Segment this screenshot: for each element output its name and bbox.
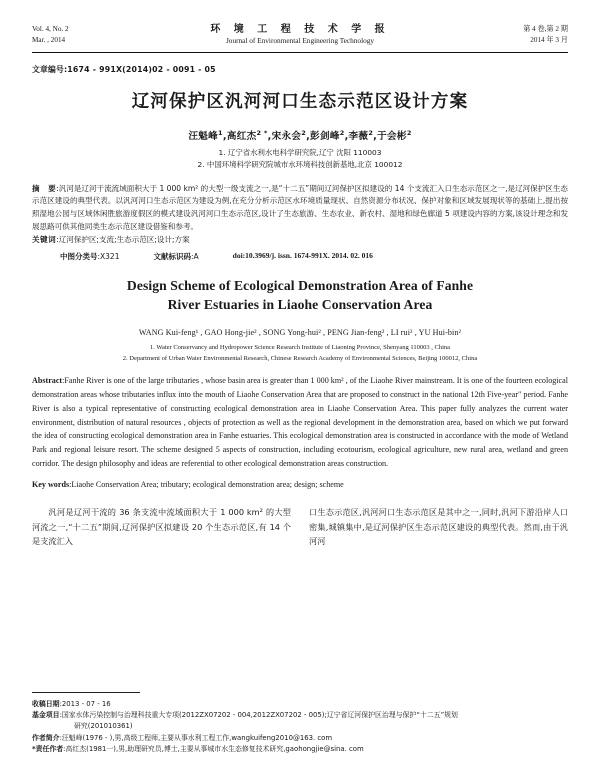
keywords-cn-label: 关键词	[32, 235, 57, 245]
footnote-fund-text: :国家水体污染控制与治理科技重大专项(2012ZX07202 - 004,2012ZX07202 - 005);辽宁省辽河保护区治理与保护“十二五”规划	[59, 711, 458, 720]
page-title-en-line-2: River Estuaries in Liaohe Conservation Area	[167, 296, 433, 312]
journal-title-en: Journal of Environmental Engineering Technology	[225, 36, 375, 45]
author-cn-5: 李薇	[348, 130, 369, 142]
keywords-en-label: Key words	[32, 480, 70, 490]
footnote-corresponding-author	[32, 744, 568, 755]
keywords-en	[32, 478, 568, 492]
author-cn-3-sup: 2	[301, 128, 307, 137]
affiliations-cn	[32, 147, 568, 171]
footnote-received	[32, 699, 568, 710]
author-cn-2-sup: 2 *	[256, 128, 268, 137]
abstract-cn-text: :汎河是辽河干流流域面积大于 1 000 km² 的大型一级支流之一,是“十二五”期间辽河保护区拟建设的 14 个支流汇入口生态示范区之一,是辽河保护区生态示范区建设的典型代表。以汎河河口生态示范区为建设为例,在充分分析示范区水环境质量现状、自然资源分布状况、保护对象和区域发展现状等的基础上,提出按照湿地公园与区域休闲胜旅游度假区的模式建设汎河河口生态示范区,设计了生态旅游、生态农业、新农村、湿地和绿色廊道 5 项建设内容的方案,该设计理念和发展思路可供其他同类生态示范区建设借鉴和参考。	[32, 183, 568, 231]
footnote-author-bio-label: 作者简介	[32, 733, 60, 742]
author-cn-2: 高红杰	[226, 130, 257, 142]
author-cn-6-sup: 2	[406, 128, 412, 137]
keywords-cn-text: :辽河保护区;支流;生态示范区;设计;方案	[56, 235, 190, 245]
affiliations-en	[32, 342, 568, 364]
body-paragraph-right: 口生态示范区,汎河河口生态示范区是其中之一,同时,汎河下游沿岸人口密集,城镇集中,是辽河保护区生态示范区建设的典型代表。然而,由于汎河河	[309, 507, 568, 547]
masthead-divider	[32, 52, 568, 53]
masthead-right	[450, 24, 568, 46]
affiliation-cn-1: 1. 辽宁省水利水电科学研究院,辽宁 沈阳 110003	[218, 147, 382, 157]
abstract-en-label: Abstract	[32, 375, 63, 385]
clc-label: 中图分类号	[60, 252, 98, 262]
classification-row	[32, 251, 568, 262]
body-paragraph-left: 汎河是辽河干流的 36 条支流中流域面积大于 1 000 km² 的大型河流之一,“十二五”期间,辽河保护区拟建设 20 个生态示范区,有 14 个是支流汇入	[32, 507, 291, 547]
date-cn: 2014 年 3 月	[530, 36, 568, 45]
clc-value: :X321	[97, 252, 120, 262]
keywords-cn	[32, 234, 568, 247]
author-cn-1-sup: 1	[218, 128, 223, 137]
author-cn-5-sup: 2	[368, 128, 374, 137]
footnote-divider	[32, 692, 140, 693]
body-column-right	[309, 505, 568, 549]
document-code-label: 文献标识码	[153, 252, 191, 262]
footnote-fund	[32, 710, 568, 721]
author-cn-4-sup: 2	[339, 128, 345, 137]
footnote-fund-label: 基金项目	[32, 711, 60, 720]
footnote-fund-continued: 研究(201010361)	[74, 722, 133, 731]
affiliation-en-1: 1. Water Conservancy and Hydropower Science Research Institute of Liaoning Province, Shenyang 110003 , China	[149, 343, 451, 351]
journal-title-cn: 环 境 工 程 技 术 学 报	[210, 24, 390, 35]
footnote-received-text: :2013 - 07 - 16	[59, 700, 111, 709]
affiliation-en-2: 2. Department of Urban Water Environmental Research, Chinese Research Academy of Environmental Sciences, Beijing 100012, China	[122, 354, 478, 362]
footnote-author-bio	[32, 733, 568, 744]
authors-cn: 汪魁峰$^1$,高红杰$^{2 *}$,宋永会$^2$,彭剑峰$^2$,李薇$^2$,于会彬$^2$	[188, 128, 412, 142]
abstract-en	[32, 374, 568, 471]
abstract-en-text: :Fanhe River is one of the large tributaries , whose basin area is greater than 1 000 km² , of the Liaohe River mainstream. It is one of the fourteen ecological demonstration areas whose tributaries influx into the mouth of Liaohe Conservation Area that are proposed to construct in the national 12th Five-year" period. Fanhe River is also a typical representative of constructing ecological demonstration area in Liaohe Conservation Area. This paper fully analyzes the current water environment, distribution of natural resources , objects of protection as well as the regional development in the demonstration area, based on which we put forward the idea of constructing ecological demonstration area in Fanhe estuaries. This ecological demonstration area is constructed in accordance with the mode of Wetland Park and regional leisure resort. The scheme designed 5 aspects of construction, including ecotourism, ecological agriculture, new rural area, wetland and green corridor. The design philosophy and ideas are referential to other ecological demonstration areas construction.	[32, 375, 568, 469]
author-cn-4: 彭剑峰	[310, 130, 340, 142]
volume-issue-en: Vol. 4, No. 2	[32, 25, 69, 33]
footnote-corresponding-author-text: :高红杰(1981一),男,助理研究员,博士,主要从事城市水生态修复技术研究,gaohongjie@sina. com	[63, 744, 364, 753]
abstract-cn	[32, 183, 568, 234]
document-code-value: :A	[190, 252, 199, 262]
document-code	[153, 251, 198, 262]
page-title-en	[32, 277, 568, 315]
footnote-corresponding-author-label: *责任作者	[32, 744, 64, 753]
clc-number	[60, 251, 119, 262]
page-title-en-line-1: Design Scheme of Ecological Demonstration Area of Fanhe	[126, 278, 474, 294]
body-columns	[32, 505, 568, 549]
masthead-left	[32, 24, 150, 46]
author-cn-1: 汪魁峰	[188, 130, 219, 142]
body-column-left	[32, 505, 291, 549]
doi-value: doi:10.3969/j. issn. 1674-991X. 2014. 02. 016	[232, 251, 373, 261]
affiliation-cn-2: 2. 中国环境科学研究院城市水环境科技创新基地,北京 100012	[197, 159, 403, 169]
author-cn-6: 于会彬	[377, 130, 407, 142]
volume-issue-cn: 第 4 卷,第 2 期	[523, 25, 568, 33]
page-title-cn: 辽河保护区汎河河口生态示范区设计方案	[131, 91, 469, 112]
footnote-author-bio-text: :汪魁峰(1976 - ),男,高级工程师,主要从事水利工程工作,wangkuifeng2010@163. com	[59, 733, 333, 742]
abstract-cn-label: 摘 要	[32, 183, 57, 193]
authors-en: WANG Kui-feng¹ , GAO Hong-jie² , SONG Yong-hui² , PENG Jian-feng² , LI rui² , YU Hui-bin²	[138, 327, 462, 337]
footnote-received-label: 收稿日期	[32, 700, 60, 709]
masthead	[32, 24, 568, 50]
footnotes	[32, 692, 568, 755]
keywords-en-text: :Liaohe Conservation Area; tributary; ecological demonstration area; design; scheme	[69, 480, 344, 490]
article-number: 文章编号:1674 - 991X(2014)02 - 0091 - 05	[32, 64, 216, 74]
date-en: Mar. , 2014	[32, 36, 66, 45]
masthead-center	[150, 24, 450, 47]
author-cn-3: 宋永会	[271, 130, 302, 142]
